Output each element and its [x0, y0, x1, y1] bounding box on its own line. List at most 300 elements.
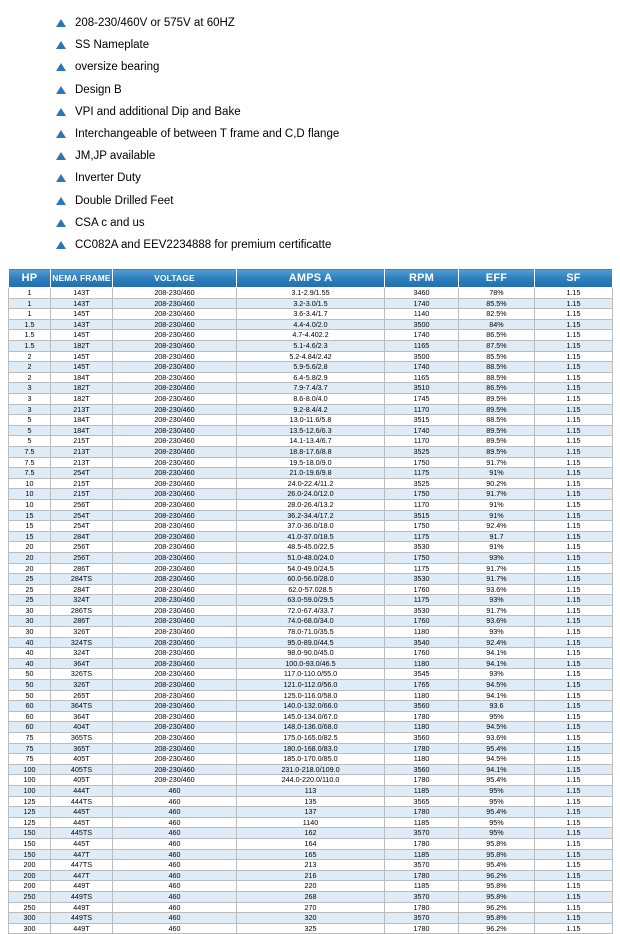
column-header-sf: SF [535, 269, 613, 288]
cell-eff: 91.7% [459, 605, 535, 616]
cell-nema-frame: 213T [51, 457, 113, 468]
cell-eff: 86.5% [459, 383, 535, 394]
cell-hp: 125 [9, 796, 51, 807]
cell-rpm: 3560 [385, 701, 459, 712]
cell-voltage: 208-230/460 [113, 754, 237, 765]
table-row [9, 743, 613, 754]
cell-eff: 91.7% [459, 457, 535, 468]
cell-amps-a: 185.0-170.0/85.0 [237, 754, 385, 765]
table-row [9, 298, 613, 309]
cell-voltage: 208-230/460 [113, 298, 237, 309]
cell-rpm: 1175 [385, 531, 459, 542]
cell-amps-a: 1140 [237, 817, 385, 828]
cell-nema-frame: 444TS [51, 796, 113, 807]
cell-rpm: 1185 [385, 849, 459, 860]
cell-sf: 1.15 [535, 542, 613, 553]
cell-amps-a: 164 [237, 838, 385, 849]
triangle-bullet-icon [56, 41, 66, 49]
cell-nema-frame: 145T [51, 309, 113, 320]
cell-nema-frame: 286T [51, 616, 113, 627]
cell-sf: 1.15 [535, 404, 613, 415]
cell-eff: 95.8% [459, 891, 535, 902]
cell-eff: 93.6 [459, 701, 535, 712]
cell-nema-frame: 449TS [51, 891, 113, 902]
cell-rpm: 1760 [385, 616, 459, 627]
table-row [9, 542, 613, 553]
cell-sf: 1.15 [535, 574, 613, 585]
cell-rpm: 3500 [385, 351, 459, 362]
cell-eff: 92.4% [459, 637, 535, 648]
feature-item [56, 123, 620, 145]
cell-sf: 1.15 [535, 351, 613, 362]
cell-rpm: 3515 [385, 415, 459, 426]
cell-amps-a: 41.0-37.0/18.5 [237, 531, 385, 542]
cell-amps-a: 165 [237, 849, 385, 860]
cell-sf: 1.15 [535, 584, 613, 595]
column-header-amps-a: AMPS A [237, 269, 385, 288]
cell-nema-frame: 143T [51, 288, 113, 299]
table-row [9, 436, 613, 447]
cell-eff: 91% [459, 499, 535, 510]
feature-item [56, 101, 620, 123]
cell-rpm: 1740 [385, 330, 459, 341]
cell-hp: 150 [9, 849, 51, 860]
triangle-bullet-icon [56, 19, 66, 27]
cell-voltage: 460 [113, 796, 237, 807]
cell-rpm: 1175 [385, 563, 459, 574]
triangle-bullet-icon [56, 63, 66, 71]
cell-nema-frame: 405T [51, 775, 113, 786]
cell-rpm: 1180 [385, 690, 459, 701]
cell-hp: 20 [9, 552, 51, 563]
cell-sf: 1.15 [535, 489, 613, 500]
feature-item [56, 34, 620, 56]
table-row [9, 881, 613, 892]
cell-amps-a: 54.0-49.0/24.5 [237, 563, 385, 574]
cell-nema-frame: 145T [51, 330, 113, 341]
cell-amps-a: 231.0-218.0/109.0 [237, 764, 385, 775]
cell-sf: 1.15 [535, 701, 613, 712]
cell-nema-frame: 145T [51, 362, 113, 373]
cell-eff: 95% [459, 785, 535, 796]
cell-hp: 1.5 [9, 330, 51, 341]
cell-nema-frame: 449T [51, 902, 113, 913]
cell-eff: 94.5% [459, 754, 535, 765]
cell-sf: 1.15 [535, 627, 613, 638]
cell-amps-a: 244.0-220.0/110.0 [237, 775, 385, 786]
cell-eff: 93.6% [459, 584, 535, 595]
cell-nema-frame: 404T [51, 722, 113, 733]
cell-hp: 2 [9, 372, 51, 383]
cell-voltage: 208-230/460 [113, 341, 237, 352]
cell-rpm: 1170 [385, 499, 459, 510]
triangle-bullet-icon [56, 174, 66, 182]
cell-hp: 125 [9, 807, 51, 818]
cell-amps-a: 180.0-168.0/83.0 [237, 743, 385, 754]
cell-voltage: 208-230/460 [113, 288, 237, 299]
cell-sf: 1.15 [535, 616, 613, 627]
cell-amps-a: 213 [237, 860, 385, 871]
cell-rpm: 3570 [385, 828, 459, 839]
cell-amps-a: 270 [237, 902, 385, 913]
cell-nema-frame: 447T [51, 849, 113, 860]
table-row [9, 648, 613, 659]
table-row [9, 383, 613, 394]
cell-rpm: 3525 [385, 446, 459, 457]
cell-nema-frame: 449T [51, 881, 113, 892]
table-row [9, 722, 613, 733]
feature-item [56, 234, 620, 256]
cell-nema-frame: 405TS [51, 764, 113, 775]
cell-eff: 88.5% [459, 415, 535, 426]
cell-sf: 1.15 [535, 425, 613, 436]
cell-hp: 200 [9, 881, 51, 892]
cell-sf: 1.15 [535, 330, 613, 341]
cell-nema-frame: 447TS [51, 860, 113, 871]
cell-nema-frame: 254T [51, 468, 113, 479]
cell-voltage: 208-230/460 [113, 552, 237, 563]
cell-hp: 40 [9, 637, 51, 648]
cell-sf: 1.15 [535, 913, 613, 924]
cell-rpm: 1780 [385, 838, 459, 849]
table-row [9, 849, 613, 860]
cell-amps-a: 100.0-93.0/46.5 [237, 658, 385, 669]
cell-amps-a: 3.6-3.4/1.7 [237, 309, 385, 320]
cell-hp: 50 [9, 690, 51, 701]
cell-eff: 85.5% [459, 351, 535, 362]
cell-eff: 91% [459, 468, 535, 479]
cell-eff: 91.7% [459, 563, 535, 574]
table-row [9, 733, 613, 744]
cell-sf: 1.15 [535, 733, 613, 744]
cell-sf: 1.15 [535, 648, 613, 659]
cell-voltage: 208-230/460 [113, 425, 237, 436]
cell-nema-frame: 364T [51, 711, 113, 722]
cell-rpm: 3560 [385, 764, 459, 775]
cell-nema-frame: 213T [51, 446, 113, 457]
cell-nema-frame: 254T [51, 510, 113, 521]
cell-voltage: 460 [113, 838, 237, 849]
table-row [9, 446, 613, 457]
table-header-row [9, 269, 613, 288]
feature-item [56, 79, 620, 101]
cell-hp: 250 [9, 902, 51, 913]
cell-rpm: 1180 [385, 658, 459, 669]
cell-rpm: 3530 [385, 542, 459, 553]
cell-voltage: 208-230/460 [113, 330, 237, 341]
cell-sf: 1.15 [535, 298, 613, 309]
cell-sf: 1.15 [535, 796, 613, 807]
cell-rpm: 1780 [385, 743, 459, 754]
cell-voltage: 208-230/460 [113, 605, 237, 616]
cell-voltage: 460 [113, 881, 237, 892]
triangle-bullet-icon [56, 86, 66, 94]
cell-rpm: 1740 [385, 298, 459, 309]
cell-sf: 1.15 [535, 521, 613, 532]
cell-voltage: 208-230/460 [113, 446, 237, 457]
cell-voltage: 208-230/460 [113, 383, 237, 394]
feature-list [0, 8, 620, 262]
table-row [9, 425, 613, 436]
cell-amps-a: 137 [237, 807, 385, 818]
table-row [9, 404, 613, 415]
cell-nema-frame: 215T [51, 478, 113, 489]
cell-sf: 1.15 [535, 372, 613, 383]
cell-voltage: 208-230/460 [113, 711, 237, 722]
cell-amps-a: 36.2-34.4/17.2 [237, 510, 385, 521]
cell-rpm: 3565 [385, 796, 459, 807]
cell-sf: 1.15 [535, 552, 613, 563]
cell-eff: 93.6% [459, 616, 535, 627]
table-row [9, 701, 613, 712]
cell-voltage: 460 [113, 807, 237, 818]
cell-voltage: 208-230/460 [113, 733, 237, 744]
cell-eff: 94.1% [459, 764, 535, 775]
cell-eff: 95% [459, 796, 535, 807]
cell-eff: 89.5% [459, 394, 535, 405]
cell-hp: 200 [9, 870, 51, 881]
cell-nema-frame: 143T [51, 298, 113, 309]
cell-voltage: 460 [113, 817, 237, 828]
cell-hp: 15 [9, 521, 51, 532]
triangle-bullet-icon [56, 241, 66, 249]
cell-amps-a: 13.5-12.6/6.3 [237, 425, 385, 436]
cell-rpm: 1765 [385, 680, 459, 691]
cell-hp: 100 [9, 785, 51, 796]
cell-nema-frame: 256T [51, 542, 113, 553]
cell-amps-a: 4.4-4.0/2.0 [237, 319, 385, 330]
table-row [9, 584, 613, 595]
cell-sf: 1.15 [535, 468, 613, 479]
cell-voltage: 208-230/460 [113, 415, 237, 426]
cell-eff: 95.8% [459, 881, 535, 892]
cell-nema-frame: 449TS [51, 913, 113, 924]
table-row [9, 457, 613, 468]
cell-nema-frame: 265T [51, 690, 113, 701]
cell-hp: 1 [9, 298, 51, 309]
cell-sf: 1.15 [535, 743, 613, 754]
cell-eff: 93% [459, 595, 535, 606]
cell-amps-a: 162 [237, 828, 385, 839]
cell-nema-frame: 184T [51, 425, 113, 436]
table-row [9, 690, 613, 701]
cell-voltage: 208-230/460 [113, 404, 237, 415]
cell-rpm: 1175 [385, 595, 459, 606]
cell-nema-frame: 254T [51, 521, 113, 532]
cell-voltage: 208-230/460 [113, 764, 237, 775]
cell-eff: 95.4% [459, 860, 535, 871]
cell-voltage: 460 [113, 913, 237, 924]
cell-rpm: 1780 [385, 807, 459, 818]
cell-hp: 1.5 [9, 341, 51, 352]
cell-amps-a: 21.0-19.6/9.8 [237, 468, 385, 479]
cell-nema-frame: 449T [51, 923, 113, 934]
table-row [9, 870, 613, 881]
cell-voltage: 460 [113, 891, 237, 902]
cell-hp: 25 [9, 584, 51, 595]
cell-voltage: 460 [113, 902, 237, 913]
cell-nema-frame: 324T [51, 648, 113, 659]
cell-sf: 1.15 [535, 764, 613, 775]
cell-rpm: 3560 [385, 733, 459, 744]
cell-amps-a: 5.2-4.84/2.42 [237, 351, 385, 362]
cell-rpm: 3510 [385, 383, 459, 394]
cell-amps-a: 18.8-17.6/8.8 [237, 446, 385, 457]
feature-item [56, 56, 620, 78]
feature-label: 208-230/460V or 575V at 60HZ [75, 17, 235, 30]
cell-sf: 1.15 [535, 341, 613, 352]
table-row [9, 627, 613, 638]
cell-nema-frame: 286T [51, 563, 113, 574]
cell-rpm: 1750 [385, 489, 459, 500]
cell-hp: 3 [9, 394, 51, 405]
table-row [9, 637, 613, 648]
cell-amps-a: 5.1-4.6/2.3 [237, 341, 385, 352]
cell-voltage: 208-230/460 [113, 563, 237, 574]
cell-voltage: 208-230/460 [113, 542, 237, 553]
cell-eff: 96.2% [459, 902, 535, 913]
cell-nema-frame: 256T [51, 499, 113, 510]
cell-hp: 30 [9, 616, 51, 627]
cell-sf: 1.15 [535, 362, 613, 373]
cell-voltage: 208-230/460 [113, 648, 237, 659]
feature-label: Inverter Duty [75, 172, 141, 185]
cell-nema-frame: 445T [51, 807, 113, 818]
cell-voltage: 208-230/460 [113, 309, 237, 320]
table-row [9, 754, 613, 765]
cell-sf: 1.15 [535, 817, 613, 828]
cell-eff: 95.4% [459, 775, 535, 786]
cell-nema-frame: 182T [51, 341, 113, 352]
cell-nema-frame: 445TS [51, 828, 113, 839]
table-row [9, 489, 613, 500]
cell-hp: 15 [9, 531, 51, 542]
cell-eff: 93% [459, 552, 535, 563]
cell-eff: 95.8% [459, 913, 535, 924]
cell-nema-frame: 215T [51, 436, 113, 447]
cell-amps-a: 140.0-132.0/66.0 [237, 701, 385, 712]
table-row [9, 468, 613, 479]
cell-eff: 89.5% [459, 446, 535, 457]
cell-nema-frame: 184T [51, 372, 113, 383]
table-row [9, 574, 613, 585]
cell-sf: 1.15 [535, 510, 613, 521]
cell-sf: 1.15 [535, 415, 613, 426]
cell-nema-frame: 445T [51, 817, 113, 828]
table-row [9, 330, 613, 341]
table-row [9, 775, 613, 786]
triangle-bullet-icon [56, 197, 66, 205]
cell-eff: 94.5% [459, 680, 535, 691]
cell-rpm: 1780 [385, 923, 459, 934]
cell-amps-a: 63.0-59.0/29.5 [237, 595, 385, 606]
triangle-bullet-icon [56, 219, 66, 227]
cell-sf: 1.15 [535, 860, 613, 871]
table-row [9, 658, 613, 669]
cell-sf: 1.15 [535, 436, 613, 447]
cell-sf: 1.15 [535, 499, 613, 510]
cell-hp: 60 [9, 722, 51, 733]
cell-voltage: 208-230/460 [113, 584, 237, 595]
cell-voltage: 208-230/460 [113, 468, 237, 479]
cell-amps-a: 98.0-90.0/45.0 [237, 648, 385, 659]
cell-rpm: 1180 [385, 722, 459, 733]
cell-hp: 1 [9, 309, 51, 320]
table-row [9, 309, 613, 320]
cell-nema-frame: 365T [51, 743, 113, 754]
cell-voltage: 460 [113, 849, 237, 860]
cell-eff: 88.5% [459, 362, 535, 373]
cell-sf: 1.15 [535, 563, 613, 574]
cell-nema-frame: 284T [51, 584, 113, 595]
cell-sf: 1.15 [535, 870, 613, 881]
cell-rpm: 1750 [385, 457, 459, 468]
cell-sf: 1.15 [535, 457, 613, 468]
cell-eff: 95% [459, 711, 535, 722]
feature-item [56, 12, 620, 34]
cell-hp: 150 [9, 828, 51, 839]
cell-hp: 10 [9, 499, 51, 510]
cell-rpm: 1185 [385, 785, 459, 796]
cell-eff: 90.2% [459, 478, 535, 489]
feature-label: CSA c and us [75, 216, 145, 229]
cell-amps-a: 48.5-45.0/22.5 [237, 542, 385, 553]
cell-voltage: 208-230/460 [113, 510, 237, 521]
feature-item [56, 145, 620, 167]
table-row [9, 394, 613, 405]
cell-sf: 1.15 [535, 319, 613, 330]
table-row [9, 764, 613, 775]
cell-sf: 1.15 [535, 690, 613, 701]
cell-hp: 150 [9, 838, 51, 849]
column-header-hp: HP [9, 269, 51, 288]
cell-rpm: 3545 [385, 669, 459, 680]
cell-sf: 1.15 [535, 531, 613, 542]
cell-hp: 60 [9, 701, 51, 712]
table-row [9, 510, 613, 521]
cell-sf: 1.15 [535, 754, 613, 765]
cell-hp: 200 [9, 860, 51, 871]
cell-hp: 10 [9, 489, 51, 500]
cell-rpm: 1165 [385, 372, 459, 383]
cell-nema-frame: 326TS [51, 669, 113, 680]
cell-sf: 1.15 [535, 902, 613, 913]
table-row [9, 796, 613, 807]
cell-hp: 300 [9, 923, 51, 934]
table-row [9, 902, 613, 913]
table-row [9, 669, 613, 680]
feature-label: Design B [75, 83, 122, 96]
cell-eff: 91% [459, 510, 535, 521]
table-row [9, 372, 613, 383]
cell-rpm: 1780 [385, 902, 459, 913]
cell-eff: 87.5% [459, 341, 535, 352]
cell-hp: 15 [9, 510, 51, 521]
cell-voltage: 460 [113, 828, 237, 839]
cell-hp: 50 [9, 680, 51, 691]
cell-nema-frame: 364TS [51, 701, 113, 712]
cell-rpm: 3530 [385, 574, 459, 585]
cell-nema-frame: 447T [51, 870, 113, 881]
cell-sf: 1.15 [535, 775, 613, 786]
column-header-eff: EFF [459, 269, 535, 288]
cell-nema-frame: 182T [51, 394, 113, 405]
cell-eff: 93% [459, 627, 535, 638]
cell-sf: 1.15 [535, 923, 613, 934]
table-body [9, 288, 613, 934]
cell-voltage: 208-230/460 [113, 521, 237, 532]
cell-nema-frame: 405T [51, 754, 113, 765]
